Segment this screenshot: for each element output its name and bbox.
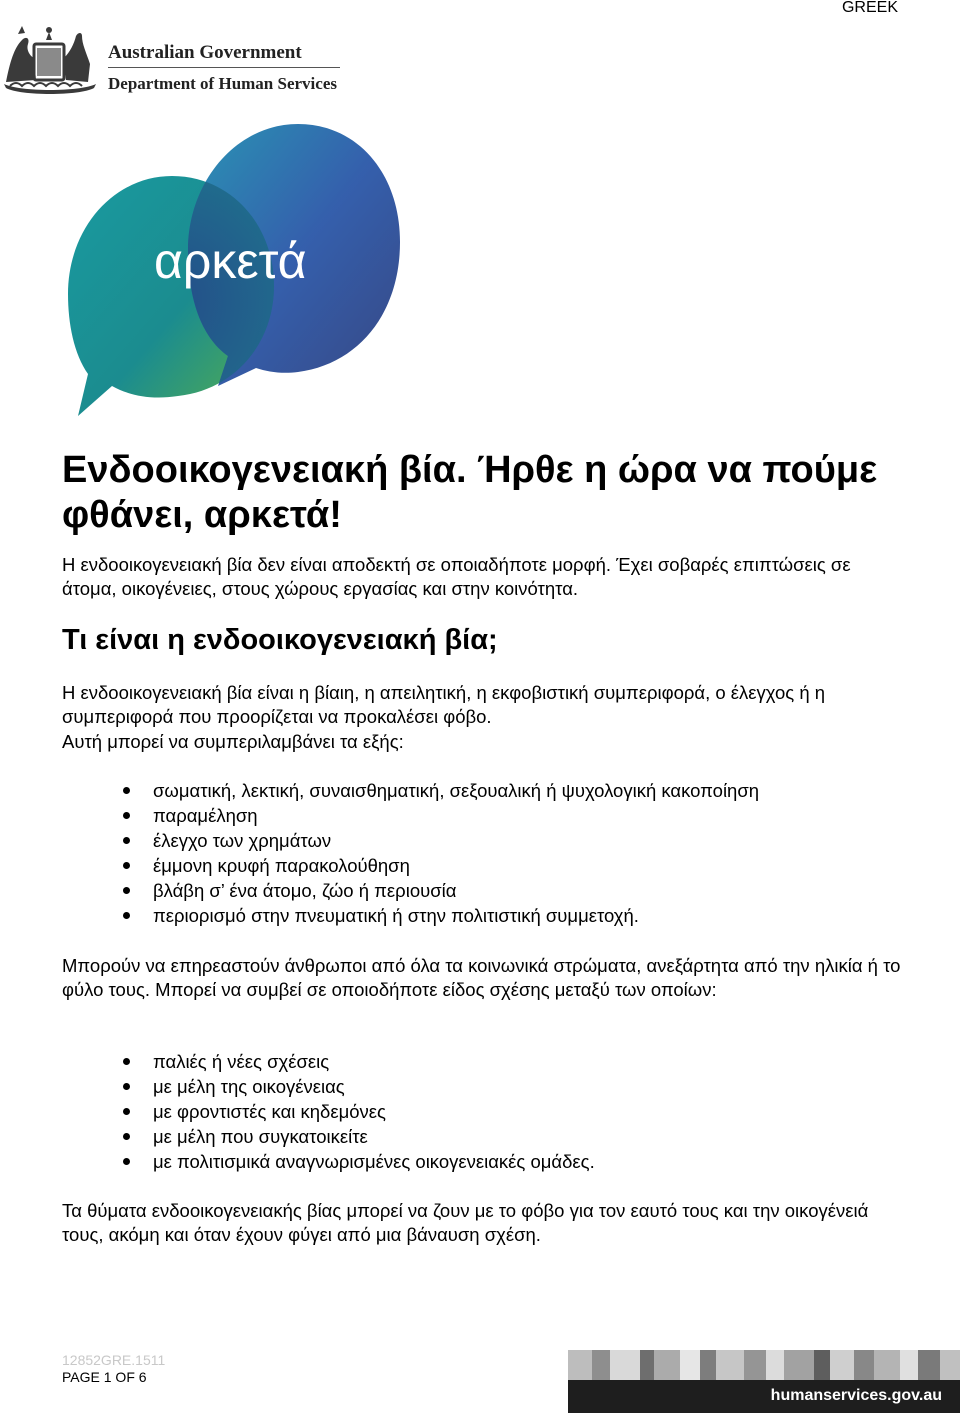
list-item: παλιές ή νέες σχέσεις	[123, 1049, 595, 1074]
list-item: έλεγχο των χρημάτων	[123, 828, 759, 853]
divider	[108, 67, 340, 68]
document-code: 12852GRE.1511	[62, 1352, 166, 1368]
intro-paragraph: Η ενδοοικογενειακή βία δεν είναι αποδεκτή σε οποιαδήποτε μορφή. Έχει σοβαρές επιπτώσεις σε άτομα, οικογένειες, στους χώρους εργασίας και στην κοινότητα.	[62, 554, 851, 599]
list-item: με φροντιστές και κηδεμόνες	[123, 1099, 595, 1124]
page-number: PAGE 1 OF 6	[62, 1369, 147, 1385]
campaign-word: αρκετά	[154, 233, 307, 289]
list-item: παραμέληση	[123, 803, 759, 828]
list-item: βλάβη σ’ ένα άτομο, ζώο ή περιουσία	[123, 878, 759, 903]
government-logo	[0, 22, 350, 102]
list-item: με μέλη που συγκατοικείτε	[123, 1124, 595, 1149]
abuse-types-list	[123, 778, 759, 928]
definition-paragraph: Η ενδοοικογενειακή βία είναι η βίαιη, η απειλητική, η εκφοβιστική συμπεριφορά, ο έλεγχος ή η συμπεριφορά που προορίζεται να προκαλέσει φόβο.	[62, 682, 826, 727]
organization-name: Australian Government	[108, 42, 302, 63]
coat-of-arms-icon	[0, 22, 100, 102]
language-tag: GREEK	[841, 0, 898, 16]
includes-intro: Αυτή μπορεί να συμπεριλαμβάνει τα εξής:	[62, 731, 404, 752]
mosaic-strip	[568, 1350, 960, 1380]
victims-paragraph: Τα θύματα ενδοοικογενειακής βίας μπορεί να ζουν με το φόβο για τον εαυτό τους και την οικογένειά τους, ακόμη και όταν έχουν φύγει από μια βάναυση σχέση.	[62, 1200, 869, 1245]
website-link[interactable]: humanservices.gov.au	[770, 1387, 942, 1404]
relationships-list	[123, 1049, 595, 1174]
footer-brand-bar	[568, 1350, 960, 1413]
document-title: Ενδοοικογενειακή βία. Ήρθε η ώρα να πούμε φθάνει, αρκετά!	[62, 449, 878, 536]
list-item: με πολιτισμικά αναγνωρισμένες οικογενειακές ομάδες.	[123, 1149, 595, 1174]
list-item: περιορισμό στην πνευματική ή στην πολιτιστική συμμετοχή.	[123, 903, 759, 928]
campaign-logo	[68, 124, 400, 424]
list-item: έμμονη κρυφή παρακολούθηση	[123, 853, 759, 878]
affected-paragraph: Μπορούν να επηρεαστούν άνθρωποι από όλα τα κοινωνικά στρώματα, ανεξάρτητα από την ηλικία ή το φύλο τους. Μπορεί να συμβεί σε οποιοδήποτε είδος σχέσης μεταξύ των οποίων:	[62, 955, 901, 1000]
section-heading: Τι είναι η ενδοοικογενειακή βία;	[62, 624, 498, 656]
list-item: με μέλη της οικογένειας	[123, 1074, 595, 1099]
list-item: σωματική, λεκτική, συναισθηματική, σεξουαλική ή ψυχολογική κακοποίηση	[123, 778, 759, 803]
department-name: Department of Human Services	[108, 74, 337, 93]
